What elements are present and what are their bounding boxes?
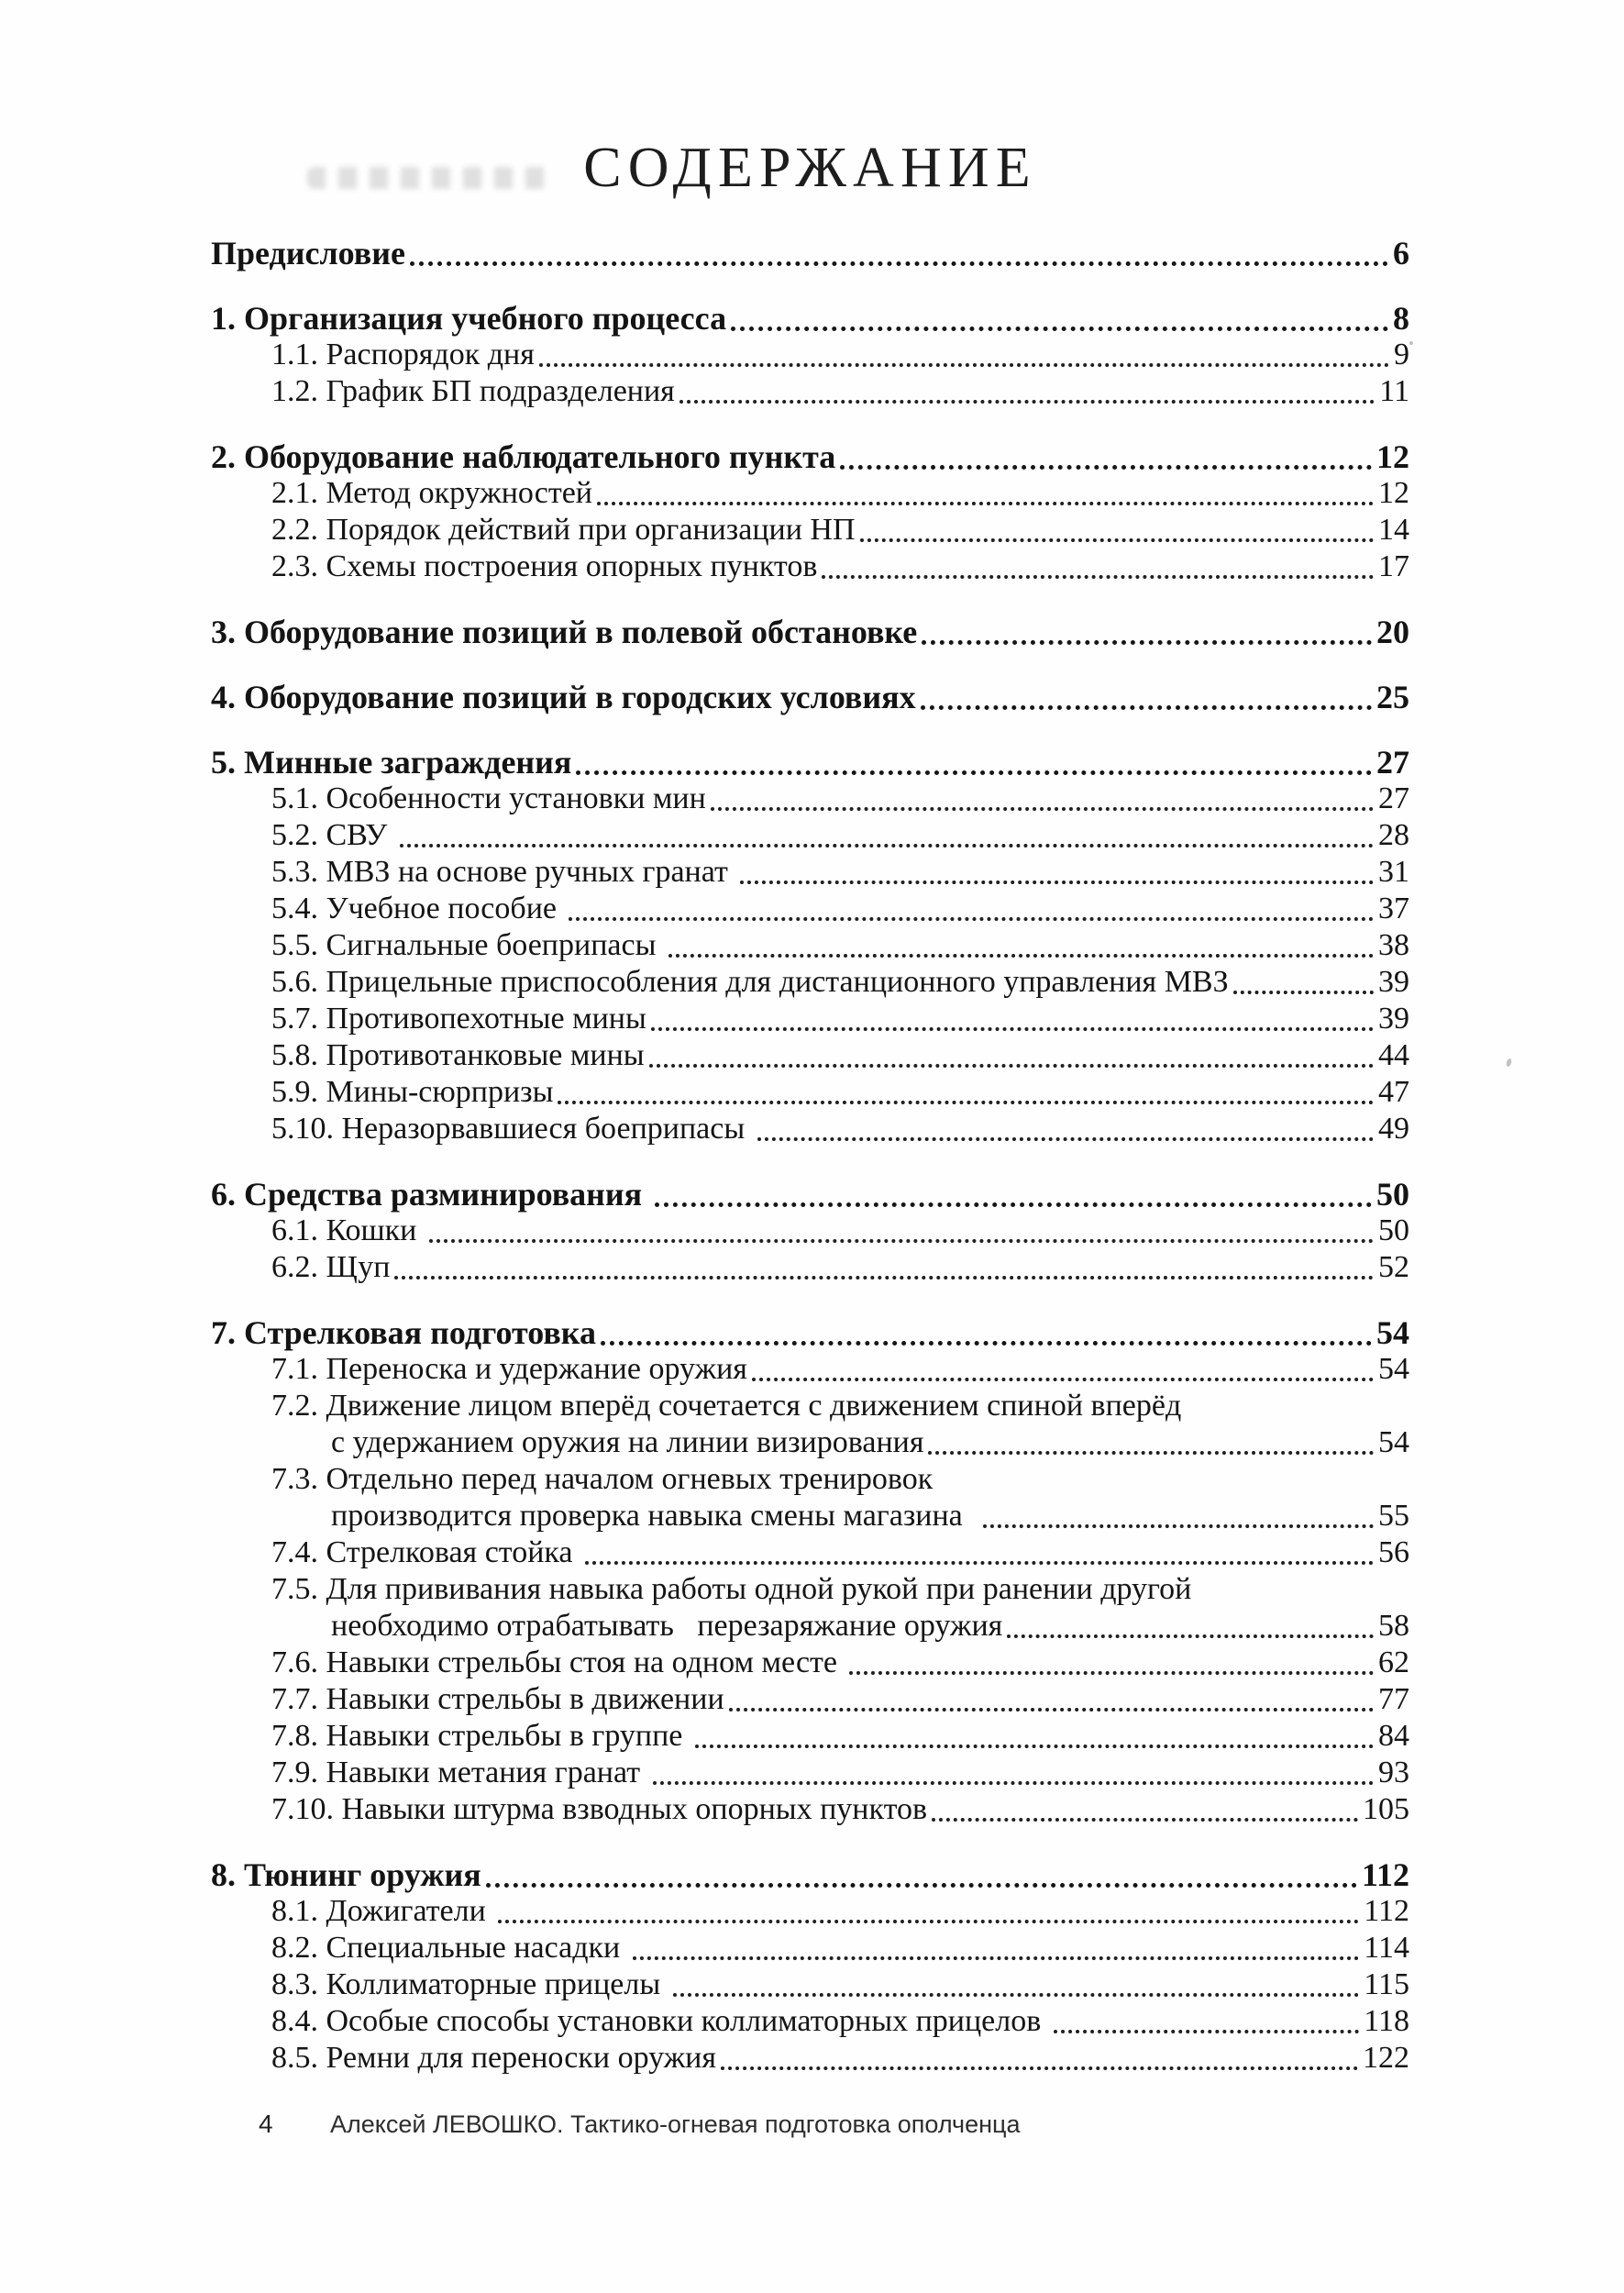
toc-entry-title: 7.6. Навыки стрельбы стоя на одном месте [271,1645,845,1679]
dot-leader [537,337,1391,373]
dot-leader [556,1074,1375,1111]
toc-entry [211,1037,1409,1074]
dot-leader [920,614,1374,650]
toc-entry-page: 12 [1376,438,1409,475]
toc-entry-page: 11 [1379,374,1409,408]
dot-leader [678,373,1376,410]
toc-entry [211,1791,1409,1828]
toc-entry [211,235,1409,271]
toc-entry-page: 77 [1378,1682,1409,1716]
toc-entry-page: 93 [1378,1756,1409,1789]
toc-entry [211,512,1409,548]
toc-entry-title: 5.9. Мины-сюрпризы [271,1075,554,1109]
dot-leader [496,1893,1361,1930]
toc-entry-title: 3. Оборудование позиций в полевой обстановке [211,614,918,650]
dot-leader [693,1718,1375,1755]
toc-entry [211,1608,1409,1645]
toc-entry-title: 8.1. Дожигатели [271,1894,494,1928]
page-title: СОДЕРЖАНИЕ [583,137,1037,199]
dot-leader [649,1001,1375,1037]
toc-entry-title: необходимо отрабатывать перезаряжание оружия [331,1609,1003,1643]
toc-entry-page: 14 [1378,513,1409,547]
toc-entry-title: 1.1. Распорядок дня [271,338,535,371]
toc-entry [211,475,1409,512]
dot-leader [653,1176,1374,1213]
toc-entry-page: 50 [1376,1176,1409,1213]
toc-entry-page: 114 [1364,1931,1409,1965]
toc-entry-page: 17 [1378,549,1409,583]
toc-entry [211,438,1409,475]
toc-entry-title: 7.9. Навыки метания гранат [271,1756,648,1789]
dot-leader [847,1645,1375,1681]
toc-entry-page: 55 [1378,1499,1409,1533]
toc-entry-page: 52 [1378,1250,1409,1284]
toc-entry-title: 8.2. Специальные насадки [271,1931,628,1965]
toc-entry-title: 5.8. Противотанковые мины [271,1038,645,1072]
toc-entry-page: 105 [1363,1792,1409,1826]
dot-leader [838,438,1374,475]
dot-leader [484,1856,1359,1893]
toc-entry-page: 62 [1378,1645,1409,1679]
dot-leader [1052,2003,1361,2040]
toc-entry-title: 5.5. Сигнальные боеприпасы [271,928,664,962]
toc-entry [211,1249,1409,1286]
toc-entry-page: 8 [1393,300,1409,337]
dot-leader [930,1791,1360,1828]
toc-entry-title: 2.3. Схемы построения опорных пунктов [271,549,818,583]
toc-entry [211,1074,1409,1111]
toc-entry [211,927,1409,964]
toc-entry-page: 118 [1364,2004,1409,2038]
toc-entry [211,817,1409,854]
toc-entry [211,1718,1409,1755]
toc-entry-page: 27 [1376,744,1409,781]
toc-entry-page: 25 [1376,679,1409,715]
scan-speck [1506,1058,1513,1067]
dot-leader [631,1930,1362,1966]
toc-entry-title: 7.3. Отдельно перед началом огневых тренировок [271,1462,934,1496]
toc-entry-title: 8. Тюнинг оружия [211,1856,481,1893]
toc-entry-title: 5.3. МВЗ на основе ручных гранат [271,855,736,889]
dot-leader [709,781,1375,817]
dot-leader [926,1424,1375,1461]
toc-entry-page: 54 [1378,1352,1409,1386]
toc-entry [211,744,1409,781]
toc-entry-page: 27 [1378,781,1409,815]
toc-entry [211,1351,1409,1388]
dot-leader [1005,1608,1375,1645]
dot-leader [398,817,1375,854]
toc-entry [211,2040,1409,2077]
toc-entry-page: 84 [1378,1719,1409,1753]
toc-entry-page: 122 [1363,2041,1409,2075]
toc-entry [211,1755,1409,1791]
toc-entry-page: 54 [1378,1425,1409,1459]
toc-entry-page: 47 [1378,1075,1409,1109]
toc-entry-page: 115 [1364,1967,1409,2001]
toc-entry-title: 2.1. Метод окружностей [271,476,592,510]
toc-entry [211,1498,1409,1534]
toc-entry-title: 8.5. Ремни для переноски оружия [271,2041,717,2075]
toc-entry [211,781,1409,817]
toc-entry [211,337,1409,373]
toc-entry-page: 37 [1378,892,1409,925]
toc-entry-page: 50 [1378,1213,1409,1247]
toc-entry [211,2003,1409,2040]
toc-entry-page: 9 [1394,338,1409,371]
toc-entry [211,548,1409,585]
toc-entry [211,854,1409,891]
toc-entry-page: 58 [1378,1609,1409,1643]
toc-entry [211,1314,1409,1351]
toc-entry-title: 7.2. Движение лицом вперёд сочетается с движением спиной вперёд [271,1389,1182,1423]
toc-entry [211,1213,1409,1249]
toc-entry-title: 2. Оборудование наблюдательного пункта [211,438,836,475]
toc-entry-title: 7. Стрелковая подготовка [211,1314,596,1351]
toc-entry-title: Предисловие [211,235,405,271]
toc-entry-title: 7.10. Навыки штурма взводных опорных пунктов [271,1792,928,1826]
dot-leader [427,1213,1375,1249]
toc-list [211,235,1409,2077]
toc-entry [211,1571,1409,1608]
toc-entry [211,1111,1409,1147]
toc-entry [211,1534,1409,1571]
dot-leader [595,475,1375,512]
toc-entry-page: 112 [1364,1894,1409,1928]
toc-entry-page: 38 [1378,928,1409,962]
toc-entry-title: 6. Средства разминирования [211,1176,651,1213]
toc-entry-title: 7.7. Навыки стрельбы в движении [271,1682,724,1716]
dot-leader [719,2040,1360,2077]
toc-entry-page: 49 [1378,1112,1409,1146]
toc-entry [211,373,1409,410]
toc-entry-title: 5.6. Прицельные приспособления для дистанционного управления МВЗ [271,965,1229,999]
toc-entry-page: 31 [1378,855,1409,889]
toc-entry-title: 5.7. Противопехотные мины [271,1002,646,1036]
toc-entry-title: 1. Организация учебного процесса [211,300,727,337]
dot-leader [599,1314,1374,1351]
dot-leader [820,548,1375,585]
toc-entry-page: 20 [1376,614,1409,650]
toc-entry-page: 54 [1376,1314,1409,1351]
toc-entry [211,1001,1409,1037]
dot-leader [756,1111,1375,1147]
dot-leader [408,235,1390,271]
toc-entry-title: 5.4. Учебное пособие [271,892,565,925]
toc-entry-page: 6 [1393,235,1409,271]
dot-leader [651,1755,1375,1791]
toc-entry-page: 39 [1378,965,1409,999]
toc-entry-title: производится проверка навыка смены магазина [331,1499,978,1533]
dot-leader [738,854,1375,891]
toc-entry [211,1461,1409,1498]
toc-entry [211,1681,1409,1718]
dot-leader [392,1249,1375,1286]
toc-entry-title: 2.2. Порядок действий при организации НП [271,513,856,547]
toc-entry-title: 6.2. Щуп [271,1250,391,1284]
toc-entry-page: 12 [1378,476,1409,510]
dot-leader [574,744,1374,781]
toc-entry-title: 5. Минные заграждения [211,744,572,781]
toc-entry-title: 7.8. Навыки стрельбы в группе [271,1719,690,1753]
toc-entry [211,1893,1409,1930]
toc-entry-title: 7.5. Для прививания навыка работы одной рукой при ранении другой [271,1572,1192,1606]
toc-entry-title: 6.1. Кошки [271,1213,425,1247]
dot-leader [919,679,1374,715]
dot-leader [647,1037,1375,1074]
toc-entry-page: 112 [1361,1856,1409,1893]
toc-entry-page: 28 [1378,818,1409,852]
toc-entry [211,1856,1409,1893]
toc-entry-page: 44 [1378,1038,1409,1072]
toc-entry-page: 56 [1378,1535,1409,1569]
dot-leader [1232,964,1375,1001]
toc-entry-title: 5.2. СВУ [271,818,395,852]
footer-page-number: 4 [259,2110,273,2138]
toc-entry-title: 8.4. Особые способы установки коллиматорных прицелов [271,2004,1049,2038]
dot-leader [583,1534,1375,1571]
toc-entry [211,614,1409,650]
dot-leader [567,891,1375,927]
dot-leader [981,1498,1375,1534]
toc-entry [211,1388,1409,1424]
toc-entry [211,1645,1409,1681]
dot-leader [667,927,1375,964]
toc-entry-title: 1.2. График БП подразделения [271,374,675,408]
scan-speck [1409,341,1413,345]
page-footer [259,2110,1020,2139]
toc-entry-title: 5.10. Неразорвавшиеся боеприпасы [271,1112,753,1146]
toc-entry [211,1424,1409,1461]
footer-book-title: Алексей ЛЕВОШКО. Тактико-огневая подготовка ополченца [330,2110,1021,2138]
toc-entry-title: 5.1. Особенности установки мин [271,781,706,815]
toc-entry [211,964,1409,1001]
toc-entry [211,1930,1409,1966]
toc-entry-title: 7.4. Стрелковая стойка [271,1535,580,1569]
toc-entry-title: 7.1. Переноска и удержание оружия [271,1352,747,1386]
toc-entry-title: 4. Оборудование позиций в городских условиях [211,679,916,715]
toc-entry [211,891,1409,927]
toc-entry-title: с удержанием оружия на линии визирования [331,1425,924,1459]
dot-leader [858,512,1375,548]
toc-entry-page: 39 [1378,1002,1409,1036]
toc-entry [211,1966,1409,2003]
dot-leader [750,1351,1375,1388]
dot-leader [671,1966,1362,2003]
dot-leader [727,1681,1375,1718]
toc-entry [211,1176,1409,1213]
dot-leader [729,300,1390,337]
toc-entry [211,679,1409,715]
toc-entry [211,300,1409,337]
toc-entry-title: 8.3. Коллиматорные прицелы [271,1967,668,2001]
